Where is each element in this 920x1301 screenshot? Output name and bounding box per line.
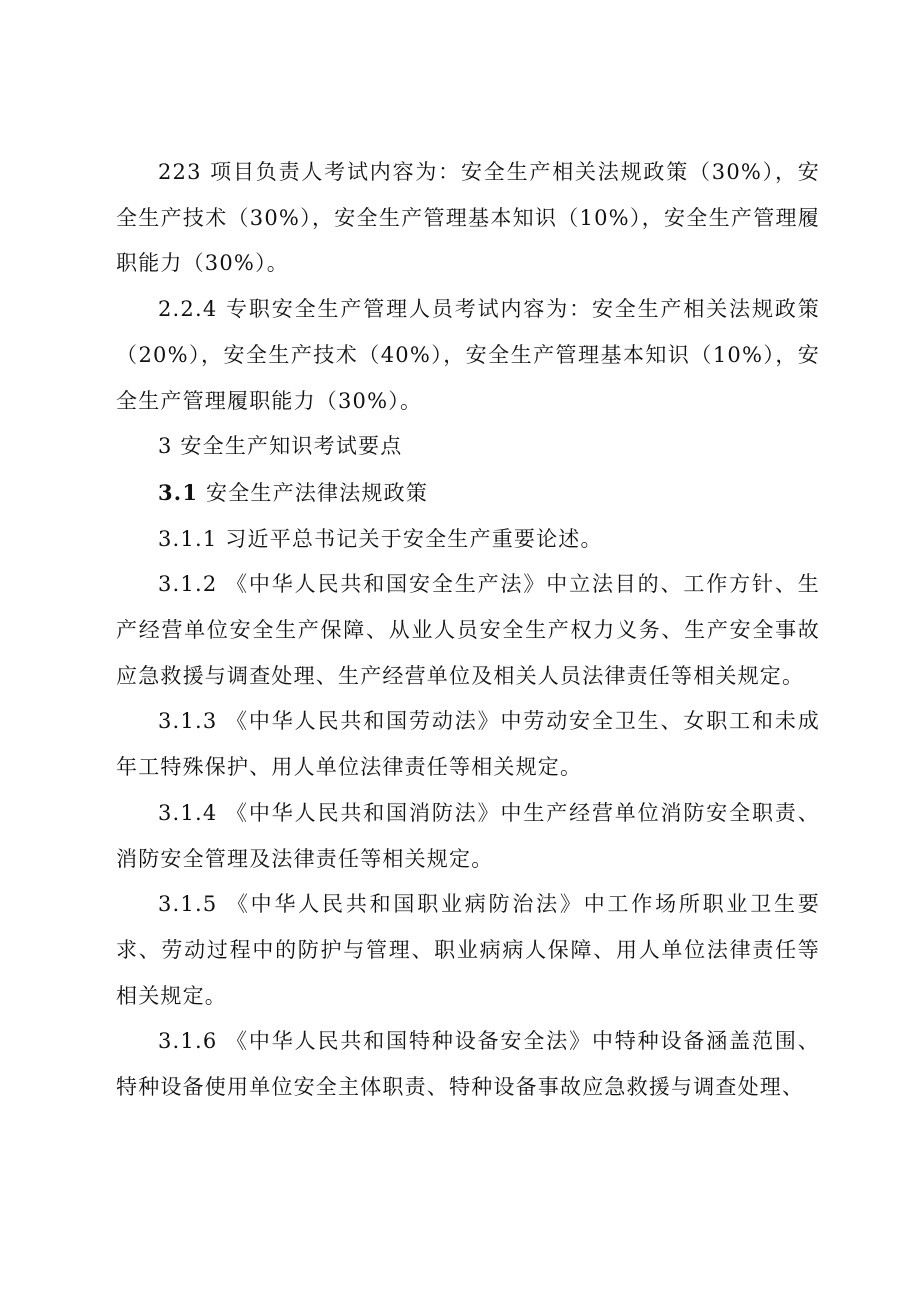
paragraph-3-1-6: 3.1.6 《中华人民共和国特种设备安全法》中特种设备涵盖范围、特种设备使用单位安全主体职责、特种设备事故应急救援与调查处理、 [116,1029,820,1100]
subsection-title: 安全生产法律法规政策 [198,480,429,505]
subsection-number: 3.1 [158,479,199,505]
subsection-heading-3-1 [116,470,820,517]
section-heading-3: 3 安全生产知识考试要点 [158,434,403,459]
paragraph-3-1-3: 3.1.3 《中华人民共和国劳动法》中劳动安全卫生、女职工和未成年工特殊保护、用人单位法律责任等相关规定。 [116,709,820,780]
paragraph-3-1-2: 3.1.2 《中华人民共和国安全生产法》中立法目的、工作方针、生产经营单位安全生产保障、从业人员安全生产权力义务、生产安全事故应急救援与调查处理、生产经营单位及相关人员法律责任等相关规定。 [116,572,820,688]
paragraph-2-2-3: 223 项目负责人考试内容为：安全生产相关法规政策（30%），安全生产技术（30%），安全生产管理基本知识（10%），安全生产管理履职能力（30%）。 [116,160,820,276]
document-body [116,150,820,1111]
paragraph-2-2-4: 2.2.4 专职安全生产管理人员考试内容为：安全生产相关法规政策（20%），安全生产技术（40%），安全生产管理基本知识（10%），安全生产管理履职能力（30%）。 [116,297,820,413]
paragraph-3-1-5: 3.1.5 《中华人民共和国职业病防治法》中工作场所职业卫生要求、劳动过程中的防护与管理、职业病病人保障、用人单位法律责任等相关规定。 [116,892,820,1008]
paragraph-3-1-4: 3.1.4 《中华人民共和国消防法》中生产经营单位消防安全职责、消防安全管理及法律责任等相关规定。 [116,800,820,871]
paragraph-3-1-1: 3.1.1 习近平总书记关于安全生产重要论述。 [158,526,603,551]
